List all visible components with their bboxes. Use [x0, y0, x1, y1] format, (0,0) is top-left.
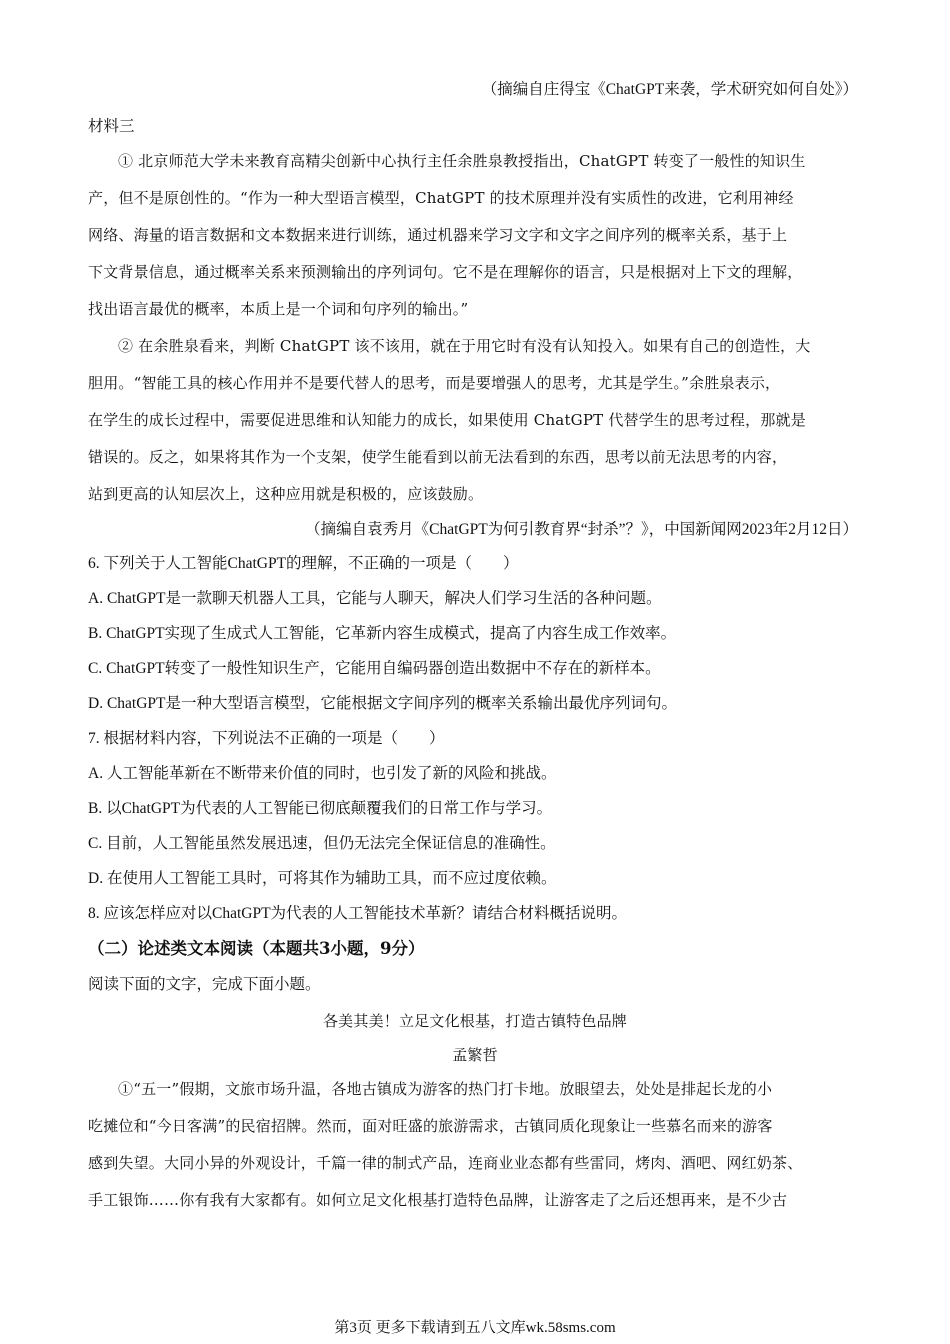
- section-heading: （二）论述类文本阅读（本题共3小题，9分）: [88, 939, 425, 958]
- source-citation-1: （摘编自庄得宝《ChatGPT来袭，学术研究如何自处》）: [481, 81, 858, 98]
- option-c: C. ChatGPT转变了一般性知识生产，它能用自编码器创造出数据中不存在的新样本。: [88, 660, 661, 677]
- paragraph-line: 找出语言最优的概率，本质上是一个词和句序列的输出。”: [88, 300, 469, 318]
- option-a: A. 人工智能革新在不断带来价值的同时，也引发了新的风险和挑战。: [88, 765, 557, 782]
- paragraph-line: ② 在余胜泉看来，判断 ChatGPT 该不该用，就在于用它时有没有认知投入。如果有自己的创造性，大: [118, 337, 811, 355]
- source-citation-2: （摘编自袁秀月《ChatGPT为何引教育界“封杀”？》，中国新闻网2023年2月12日）: [305, 521, 858, 538]
- paragraph-line: 网络、海量的语言数据和文本数据来进行训练，通过机器来学习文字和文字之间序列的概率关系，基于上: [88, 226, 788, 244]
- paragraph-line: 胆用。“智能工具的核心作用并不是要代替人的思考，而是要增强人的思考，尤其是学生。”余胜泉表示，: [88, 374, 781, 392]
- option-a: A. ChatGPT是一款聊天机器人工具，它能与人聊天，解决人们学习生活的各种问题。: [88, 590, 662, 607]
- paragraph-line: 在学生的成长过程中，需要促进思维和认知能力的成长，如果使用 ChatGPT 代替学生的思考过程，那就是: [88, 411, 806, 429]
- reading-instruction: 阅读下面的文字，完成下面小题。: [88, 976, 321, 993]
- option-d: D. ChatGPT是一种大型语言模型，它能根据文字间序列的概率关系输出最优序列词句。: [88, 695, 678, 712]
- question-8: 8. 应该怎样应对以ChatGPT为代表的人工智能技术革新？请结合材料概括说明。: [88, 905, 628, 922]
- paragraph-line: 下文背景信息，通过概率关系来预测输出的序列词句。它不是在理解你的语言，只是根据对上下文的理解，: [88, 263, 803, 281]
- material-3-heading: 材料三: [88, 118, 135, 135]
- paragraph-line: ① 北京师范大学未来教育高精尖创新中心执行主任余胜泉教授指出，ChatGPT 转变了一般性的知识生: [118, 152, 806, 170]
- question-stem: 6. 下列关于人工智能ChatGPT的理解，不正确的一项是（ ）: [88, 555, 519, 572]
- paragraph-line: 吃摊位和“今日客满”的民宿招牌。然而，面对旺盛的旅游需求，古镇同质化现象让一些慕名而来的游客: [88, 1117, 773, 1135]
- paragraph-line: 手工银饰……你有我有大家都有。如何立足文化根基打造特色品牌，让游客走了之后还想再来，是不少古: [88, 1191, 788, 1209]
- option-b: B. 以ChatGPT为代表的人工智能已彻底颠覆我们的日常工作与学习。: [88, 800, 553, 817]
- page-footer: 第3页 更多下载请到五八文库wk.58sms.com: [334, 1320, 616, 1336]
- article-author: 孟繁哲: [452, 1046, 498, 1064]
- option-c: C. 目前，人工智能虽然发展迅速，但仍无法完全保证信息的准确性。: [88, 835, 556, 852]
- article-title: 各美其美！立足文化根基，打造古镇特色品牌: [322, 1012, 627, 1030]
- option-d: D. 在使用人工智能工具时，可将其作为辅助工具，而不应过度依赖。: [88, 870, 557, 887]
- paragraph-line: 产，但不是原创性的。“作为一种大型语言模型，ChatGPT 的技术原理并没有实质性的改进，它利用神经: [88, 189, 794, 207]
- question-stem: 7. 根据材料内容，下列说法不正确的一项是（ ）: [88, 730, 445, 747]
- option-b: B. ChatGPT实现了生成式人工智能，它革新内容生成模式，提高了内容生成工作效率。: [88, 625, 677, 642]
- paragraph-line: 感到失望。大同小异的外观设计，千篇一律的制式产品，连商业业态都有些雷同，烤肉、酒吧、网红奶茶、: [88, 1154, 803, 1172]
- paragraph-line: ①“五一”假期，文旅市场升温，各地古镇成为游客的热门打卡地。放眼望去，处处是排起长龙的小: [118, 1080, 773, 1098]
- paragraph-line: 错误的。反之，如果将其作为一个支架，使学生能看到以前无法看到的东西，思考以前无法思考的内容，: [88, 448, 788, 466]
- paragraph-line: 站到更高的认知层次上，这种应用就是积极的，应该鼓励。: [88, 485, 484, 503]
